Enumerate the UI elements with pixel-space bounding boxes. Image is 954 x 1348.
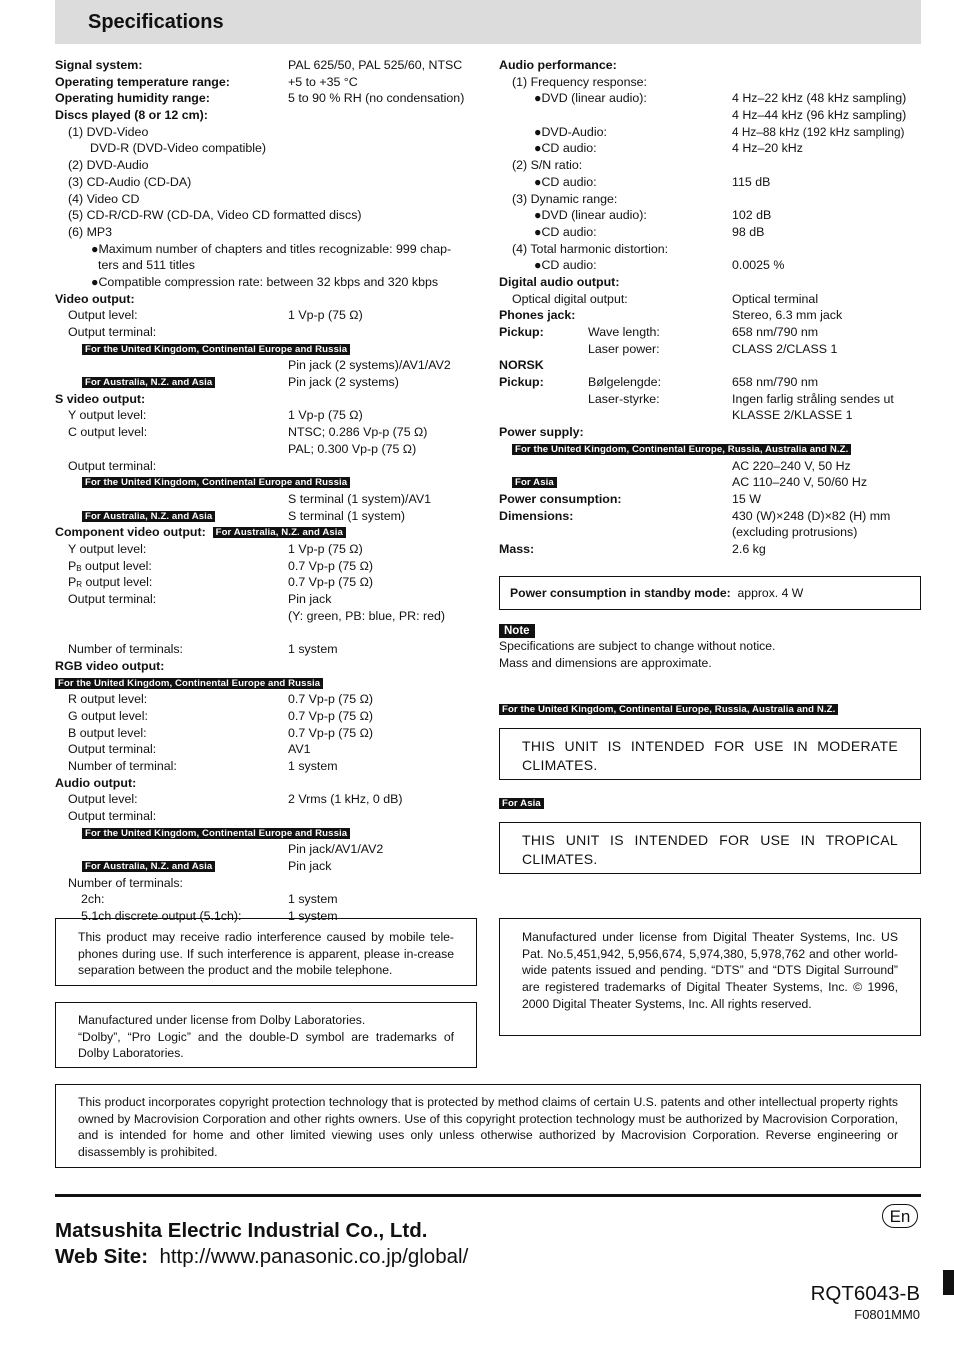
header-bar xyxy=(55,0,921,44)
right-column xyxy=(499,57,921,558)
spec-row: ●CD audio: 115 dB xyxy=(534,174,771,189)
spec-row: 4 Hz–44 kHz (96 kHz sampling) xyxy=(732,108,907,123)
region-tag-row xyxy=(55,341,480,358)
moderate-climate-box: THIS UNIT IS INTENDED FOR USE IN MODERATE CLIMATES. xyxy=(499,728,921,780)
spec-row: ●DVD (linear audio): 102 dB xyxy=(534,208,772,223)
region-tag: For Asia xyxy=(512,477,557,488)
footer-rule xyxy=(55,1194,921,1197)
spec-row: C output level: NTSC; 0.286 Vp-p (75 Ω) xyxy=(68,425,428,440)
spec-row: ●CD audio: 0.0025 % xyxy=(534,258,785,273)
standby-box: Power consumption in standby mode: approx. 4 W xyxy=(499,576,921,610)
disc-item: (4) Video CD xyxy=(68,191,140,206)
note-line: Specifications are subject to change without notice. xyxy=(499,639,776,654)
spec-row: B output level: 0.7 Vp-p (75 Ω) xyxy=(68,725,374,740)
disc-item: (2) DVD-Audio xyxy=(68,158,149,173)
mp3-note: ●Maximum number of chapters and titles recognizable: 999 chap- xyxy=(91,241,452,256)
spec-row: ●CD audio: 4 Hz–20 kHz xyxy=(534,141,803,156)
spec-row: Number of terminals: 1 system xyxy=(68,642,338,657)
spec-row: G output level: 0.7 Vp-p (75 Ω) xyxy=(68,708,374,723)
spec-row: Number of terminal: 1 system xyxy=(68,758,338,773)
spec-row: Video output: xyxy=(55,291,135,306)
region-tag: For the United Kingdom, Continental Europe, Russia, Australia and N.Z. xyxy=(499,704,838,715)
spec-row: 5.1ch discrete output (5.1ch): 1 system xyxy=(81,909,338,924)
spec-row: Pickup: Wave length: 658 nm/790 nm xyxy=(499,325,819,339)
region-tag: For Australia, N.Z. and Asia xyxy=(82,377,215,388)
region-tag-row xyxy=(499,701,838,719)
mp3-note: ●Compatible compression rate: between 32 kbps and 320 kbps xyxy=(91,274,439,289)
spec-row: Dimensions: 430 (W)×248 (D)×82 (H) mm xyxy=(499,508,891,523)
spec-row: ●DVD (linear audio): 4 Hz–22 kHz (48 kHz sampling) xyxy=(534,91,907,106)
region-tag: For the United Kingdom, Continental Europe and Russia xyxy=(55,678,323,689)
spec-row: Output terminal: AV1 xyxy=(68,742,311,757)
spec-row: PAL; 0.300 Vp-p (75 Ω) xyxy=(288,441,417,456)
disc-item: DVD-R (DVD-Video compatible) xyxy=(90,141,267,156)
spec-row: Pin jack (2 systems)/AV1/AV2 xyxy=(288,358,451,373)
spec-row: S terminal (1 system)/AV1 xyxy=(288,491,431,506)
spec-row: Pin jack/AV1/AV2 xyxy=(288,842,384,857)
region-tag-row xyxy=(499,441,921,458)
region-tag-row xyxy=(55,474,480,491)
model-number: RQT6043-B xyxy=(810,1282,920,1305)
spec-row: Digital audio output: xyxy=(499,274,620,289)
spec-row: AC 220–240 V, 50 Hz xyxy=(732,458,851,473)
spec-row: (1) Frequency response: xyxy=(512,74,647,89)
spec-row: Optical digital output: Optical terminal xyxy=(512,291,819,306)
spec-row: Y output level: 1 Vp-p (75 Ω) xyxy=(68,408,363,423)
spec-row: Audio performance: xyxy=(499,58,617,72)
spec-row: (2) S/N ratio: xyxy=(512,158,583,173)
region-tag: For Australia, N.Z. and Asia xyxy=(82,511,215,522)
spec-row: For Asia AC 110–240 V, 50/60 Hz xyxy=(499,474,921,491)
spec-row: ●DVD-Audio: 4 Hz–88 kHz (192 kHz sampling) xyxy=(534,124,905,139)
spec-row: Output terminal: xyxy=(68,808,157,823)
region-tag-row xyxy=(499,795,544,813)
pb-label: $P_B$ output level: xyxy=(68,558,152,573)
spec-row: For Australia, N.Z. and Asia Pin jack xyxy=(55,858,480,875)
language-badge: En xyxy=(882,1204,918,1228)
note-tag: Note xyxy=(499,624,535,638)
disc-item: (6) MP3 xyxy=(68,224,113,239)
pr-label: $P_R$ output level: xyxy=(68,575,153,590)
macrovision-notice-box: This product incorporates copyright protection technology that is protected by method claims of certain U.S. patents and other intellectual property rights owned by Macrovision Corporation and other rights owners. Use of this copyright protection technology must be authorized by Macrovision Corporation, and is intended for home and other limited viewing uses only unless otherwise authorized by Macrovision Corporation. Reverse engineering or disassembly is prohibited. xyxy=(55,1084,921,1168)
region-tag: For the United Kingdom, Continental Europe and Russia xyxy=(82,477,350,488)
region-tag-row xyxy=(55,674,480,691)
radio-notice-box: This product may receive radio interference caused by mobile tele-phones during use. If such interference is apparent, please in-crease separation between the product and the mobile telephone. xyxy=(55,918,477,986)
note-line: Mass and dimensions are approximate. xyxy=(499,655,712,670)
spec-row: Output terminal: xyxy=(68,325,157,339)
spec-row: Output terminal: Pin jack xyxy=(68,592,332,606)
spec-row: Number of terminals: xyxy=(68,875,183,890)
spec-row: Power supply: xyxy=(499,425,584,440)
spec-row: (Y: green, PB: blue, PR: red) xyxy=(288,608,446,623)
region-tag: For the United Kingdom, Continental Europe and Russia xyxy=(82,344,350,355)
spec-row: Output level: 1 Vp-p (75 Ω) xyxy=(68,308,363,323)
spec-row: Power consumption: 15 W xyxy=(499,491,761,506)
disc-item: (5) CD-R/CD-RW (CD-DA, Video CD formatted discs) xyxy=(68,208,362,223)
mp3-note: ters and 511 titles xyxy=(98,258,195,273)
spec-row: 2ch: 1 system xyxy=(81,892,338,907)
print-code: F0801MM0 xyxy=(854,1307,920,1322)
spec-row: Audio output: xyxy=(55,775,137,790)
region-tag-row xyxy=(55,825,480,842)
edge-marker xyxy=(943,1270,954,1295)
spec-row: Discs played (8 or 12 cm): xyxy=(55,108,208,123)
spec-row: Mass: 2.6 kg xyxy=(499,541,766,556)
spec-row: Y output level: 1 Vp-p (75 Ω) xyxy=(68,541,363,556)
spec-row: For Australia, N.Z. and Asia S terminal (1 system) xyxy=(55,508,480,525)
company-name: Matsushita Electric Industrial Co., Ltd. xyxy=(55,1219,428,1242)
spec-row: Laser power: CLASS 2/CLASS 1 xyxy=(588,341,838,356)
region-tag: For Australia, N.Z. and Asia xyxy=(213,527,346,538)
spec-row: Component video output: For Australia, N.Z. and Asia xyxy=(55,524,480,541)
spec-row: Signal system: PAL 625/50, PAL 525/60, NTSC xyxy=(55,58,463,72)
disc-item: (1) DVD-Video xyxy=(68,124,149,139)
region-tag: For Australia, N.Z. and Asia xyxy=(82,861,215,872)
spec-row: Operating temperature range: +5 to +35 °C xyxy=(55,74,358,89)
region-tag: For the United Kingdom, Continental Europe, Russia, Australia and N.Z. xyxy=(512,444,851,455)
spec-row: Output terminal: xyxy=(68,458,157,473)
spec-row: S video output: xyxy=(55,391,146,406)
spec-row: ●CD audio: 98 dB xyxy=(534,224,765,239)
disc-item: (3) CD-Audio (CD-DA) xyxy=(68,174,192,189)
spec-row: KLASSE 2/KLASSE 1 xyxy=(732,408,853,423)
website-line xyxy=(55,1244,468,1270)
region-tag: For the United Kingdom, Continental Europe and Russia xyxy=(82,828,350,839)
spec-row: Phones jack: Stereo, 6.3 mm jack xyxy=(499,308,843,323)
tropical-climate-box: THIS UNIT IS INTENDED FOR USE IN TROPICAL CLIMATES. xyxy=(499,822,921,874)
spec-row: (excluding protrusions) xyxy=(732,525,858,540)
dolby-notice-box: Manufactured under license from Dolby Laboratories. “Dolby”, “Pro Logic” and the double-D symbol are trademarks of Dolby Laboratories. xyxy=(55,1002,477,1068)
spec-row: Laser-styrke: Ingen farlig stråling sendes ut xyxy=(588,391,894,406)
dts-notice-box: Manufactured under license from Digital Theater Systems, Inc. US Pat. No.5,451,942, 5,956,674, 5,974,380, 5,978,762 and other world-wide patents issued and pending. “DTS” and “DTS Digital Surround” are registered trademarks of Digital Theater Systems, Inc. © 1996, 2000 Digital Theater Systems, Inc. All rights reserved. xyxy=(499,918,921,1036)
spacer xyxy=(55,624,480,641)
spec-row: NORSK xyxy=(499,358,544,373)
spec-row: $P_B$ output level: 0.7 Vp-p (75 Ω) xyxy=(55,558,480,575)
page-title: Specifications xyxy=(88,11,224,33)
spec-row: R output level: 0.7 Vp-p (75 Ω) xyxy=(68,692,374,707)
spec-row: Output level: 2 Vrms (1 kHz, 0 dB) xyxy=(68,792,403,807)
spec-row: (3) Dynamic range: xyxy=(512,191,618,206)
spec-row: Pickup: Bølgelengde: 658 nm/790 nm xyxy=(499,375,819,390)
spec-row: (4) Total harmonic distortion: xyxy=(512,241,669,256)
region-tag: For Asia xyxy=(499,798,544,809)
spec-row: $P_R$ output level: 0.7 Vp-p (75 Ω) xyxy=(55,574,480,591)
spec-row: RGB video output: xyxy=(55,658,165,673)
left-column xyxy=(55,57,480,925)
spec-row: Operating humidity range: 5 to 90 % RH (no condensation) xyxy=(55,91,465,106)
spec-row: For Australia, N.Z. and Asia Pin jack (2 systems) xyxy=(55,374,480,391)
website-label: Web Site: xyxy=(55,1245,149,1268)
note-section xyxy=(499,622,775,671)
website-url[interactable]: http://www.panasonic.co.jp/global/ xyxy=(159,1245,469,1268)
